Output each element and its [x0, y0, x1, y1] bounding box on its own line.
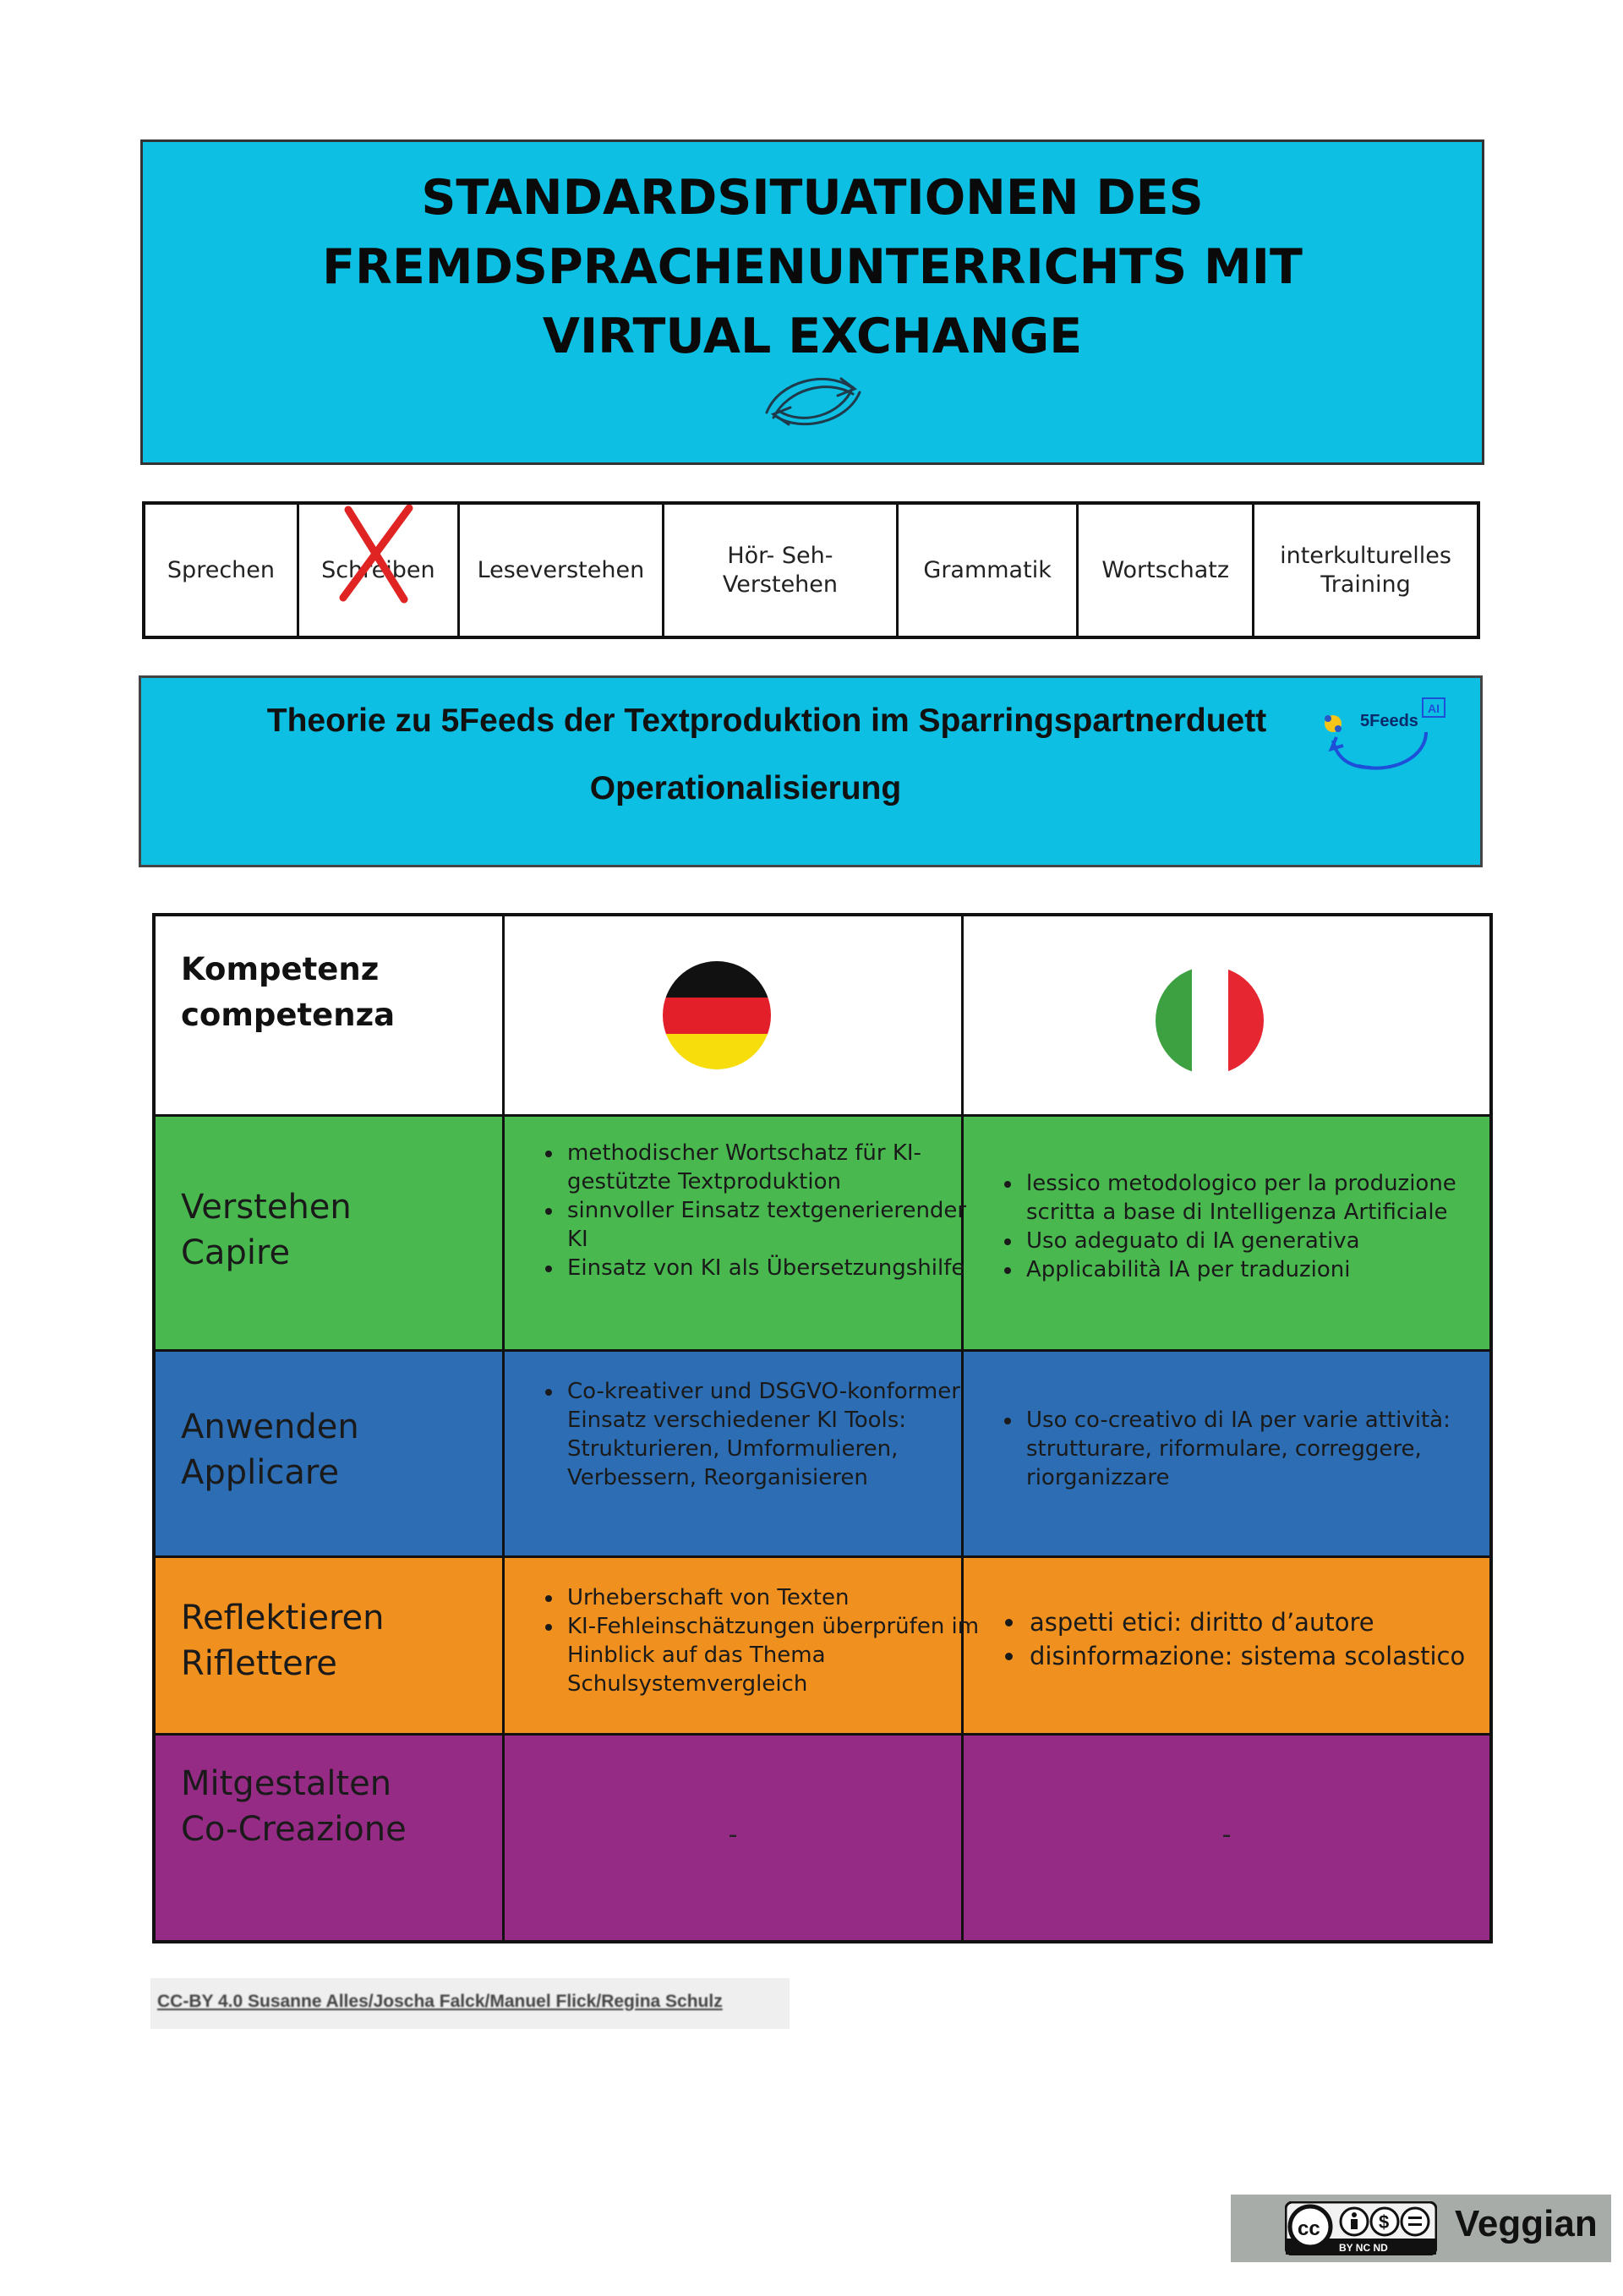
german-cell: [505, 1558, 980, 1733]
list-item: • sinnvoller Einsatz textgenerierender KI: [564, 1196, 978, 1254]
italian-cell: [964, 1352, 1489, 1555]
competence-label: Reflektieren Riflettere: [181, 1599, 385, 1683]
skills-tab-bar: [142, 501, 1480, 639]
german-bullet-list: [520, 1583, 986, 1698]
empty-dash: -: [1221, 1820, 1232, 1850]
italian-cell: [964, 1558, 1489, 1733]
theory-banner: [139, 675, 1483, 867]
italian-bullet-list: [979, 1169, 1496, 1284]
table-header-row: [156, 916, 1489, 1117]
competence-table: [152, 913, 1493, 1943]
list-item: • lessico metodologico per la produzione scritta a base di Intelligenza Artificiale: [1023, 1169, 1496, 1227]
table-row: [156, 1117, 1489, 1352]
skill-label: Schreiben: [321, 556, 435, 583]
title-banner: [140, 139, 1484, 465]
cc-by-nc-nd-icon: [1285, 2201, 1437, 2255]
list-item: • aspetti etici: diritto d’autore: [1026, 1605, 1500, 1639]
italian-cell: [964, 1736, 1489, 1940]
logo-badge: AI: [1428, 702, 1440, 715]
list-item: • Urheberschaft von Texten: [564, 1583, 986, 1612]
theory-subtitle: Operationalisierung: [589, 770, 902, 806]
list-item: • Co-kreativer und DSGVO-konformer Einsatz verschiedener KI Tools: Strukturieren, Umformulieren, Verbessern, Reorganisieren: [564, 1377, 978, 1492]
skill-sprechen: [145, 505, 299, 636]
page-title: STANDARDSITUATIONEN DES FREMDSPRACHENUNTERRICHTS MIT VIRTUAL EXCHANGE: [322, 170, 1303, 364]
list-item: • Einsatz von KI als Übersetzungshilfe: [564, 1254, 978, 1282]
german-cell: [505, 1117, 967, 1349]
skill-label: Hör- Seh- Verstehen: [722, 542, 839, 598]
credit-box: [150, 1978, 790, 2029]
table-row: [156, 1736, 1489, 1940]
skill-label: Wortschatz: [1101, 556, 1230, 583]
brand-name: Veggian: [1455, 2203, 1598, 2244]
skill-label: Grammatik: [923, 556, 1052, 583]
skill-label: Leseverstehen: [477, 556, 645, 583]
list-item: • KI-Fehleinschätzungen überprüfen im Hinblick auf das Thema Schulsystemvergleich: [564, 1612, 986, 1698]
italy-flag-icon: [1155, 965, 1265, 1075]
competence-label-cell: [156, 1117, 505, 1349]
german-flag-cell: [505, 916, 964, 1114]
german-cell: [505, 1736, 964, 1940]
logo-text: 5Feeds: [1360, 712, 1418, 730]
skill-label: Sprechen: [167, 556, 275, 583]
competence-label: Verstehen Capire: [181, 1188, 352, 1272]
skill-interkulturelles-training: [1254, 505, 1477, 636]
german-bullet-list: [520, 1139, 978, 1282]
list-item: • Uso adeguato di IA generativa: [1023, 1227, 1496, 1255]
competence-label-cell: [156, 1736, 505, 1940]
competence-label: Anwenden Applicare: [181, 1408, 359, 1492]
skill-hoer-seh-verstehen: [664, 505, 899, 636]
credit-text: CC-BY 4.0 Susanne Alles/Joscha Falck/Manuel Flick/Regina Schulz: [157, 1992, 723, 2011]
skill-grammatik: [899, 505, 1079, 636]
table-row: [156, 1352, 1489, 1558]
license-sub: BY NC ND: [1339, 2242, 1388, 2254]
svg-text:cc: cc: [1298, 2217, 1320, 2240]
competence-header-cell: [156, 916, 505, 1114]
skill-leseverstehen: [460, 505, 664, 636]
german-cell: [505, 1352, 964, 1555]
exchange-arrows-icon: [750, 364, 877, 438]
competence-header-label: Kompetenz competenza: [181, 951, 396, 1033]
crossed-out-icon: [325, 505, 426, 606]
5feeds-logo-icon: [1308, 690, 1460, 774]
skill-schreiben: [299, 505, 460, 636]
italian-bullet-list: [982, 1605, 1500, 1673]
italian-cell: [964, 1117, 1489, 1349]
license-badge: [1231, 2195, 1611, 2262]
skill-wortschatz: [1079, 505, 1254, 636]
list-item: • Uso co-creativo di IA per varie attività: strutturare, riformulare, correggere, riorganizzare: [1023, 1406, 1496, 1492]
list-item: • methodischer Wortschatz für KI-gestützte Textproduktion: [564, 1139, 978, 1196]
german-bullet-list: [520, 1377, 978, 1492]
svg-text:$: $: [1379, 2211, 1390, 2233]
empty-dash: -: [728, 1820, 738, 1850]
list-item: • Applicabilità IA per traduzioni: [1023, 1255, 1496, 1284]
list-item: • disinformazione: sistema scolastico: [1026, 1639, 1500, 1673]
competence-label-cell: [156, 1352, 505, 1555]
italian-flag-cell: [964, 916, 1489, 1114]
theory-title: Theorie zu 5Feeds der Textproduktion im Sparringspartnerduett: [266, 702, 1267, 739]
competence-label: Mitgestalten Co-Creazione: [181, 1764, 407, 1849]
italian-bullet-list: [979, 1406, 1496, 1492]
competence-label-cell: [156, 1558, 505, 1733]
germany-flag-icon: [662, 960, 772, 1070]
table-row: [156, 1558, 1489, 1736]
skill-label: interkulturelles Training: [1280, 542, 1451, 598]
